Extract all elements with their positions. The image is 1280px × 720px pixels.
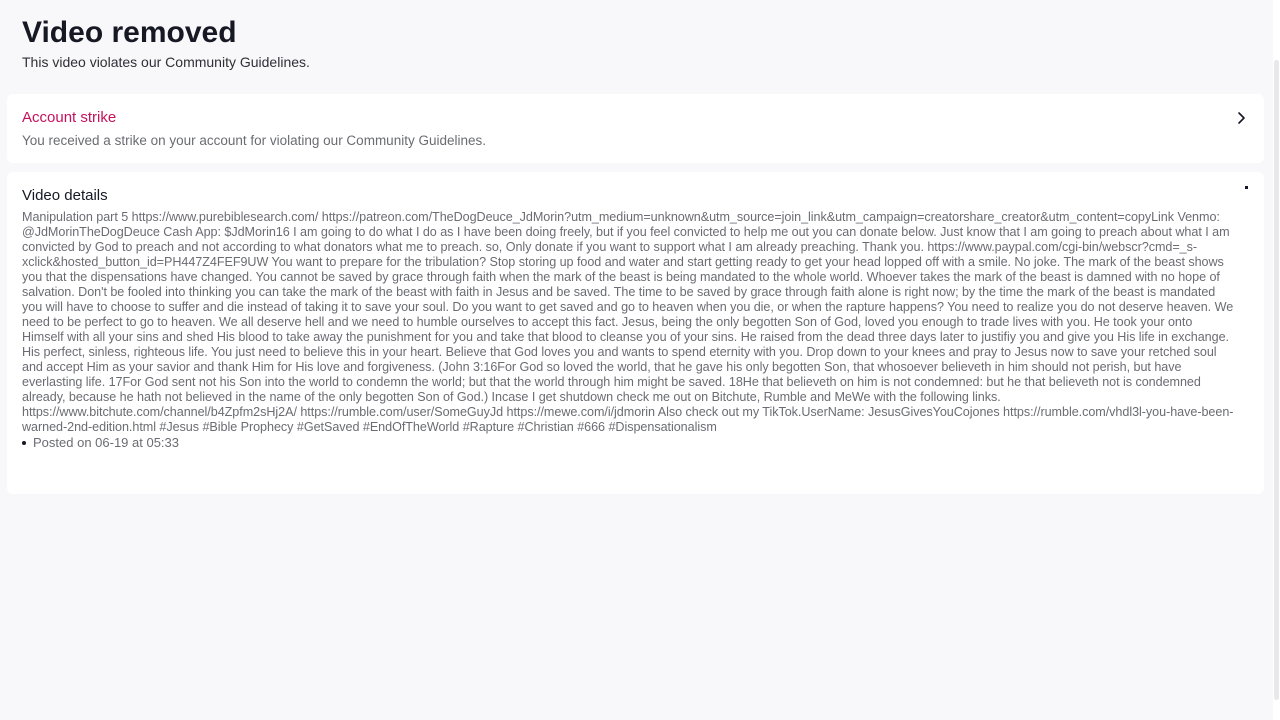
header [22, 14, 310, 71]
strike-title: Account strike [22, 109, 117, 126]
scrollbar[interactable] [1273, 0, 1280, 720]
video-details-card [7, 172, 1264, 494]
account-strike-card[interactable] [7, 94, 1264, 163]
video-details-title: Video details [22, 187, 108, 204]
video-description: Manipulation part 5 https://www.purebiblesearch.com/ https://patreon.com/TheDogDeuce_JdMorin?utm_medium=unknown&utm_source=join_link&utm_campaign=creatorshare_creator&utm_content=copyLink Venmo: @JdMorinTheDogDeuce Cash App: $JdMorin16 I am going to do what I do as I have been doing freely, but if you feel convicted to help me out you can donate below. Just know that I am going to preach about what I am convicted by God to preach and not according to what donators what me to preach. so, Only donate if you want to support what I am already preaching. Thank you. https://www.paypal.com/cgi-bin/webscr?cmd=_s-xclick&hosted_button_id=PH447Z4FEF9UW You want to prepare for the tribulation? Stop storing up food and water and start getting ready to get your head lopped off with a smile. No joke. The mark of the beast shows you that the dispensations have changed. You cannot be saved by grace through faith when the mark of the beast is being mandated to the whole world. Whoever takes the mark of the beast is damned with no hope of salvation. Don't be fooled into thinking you can take the mark of the beast with faith in Jesus and be saved. The time to be saved by grace through faith alone is right now; by the time the mark of the beast is mandated you will have to choose to suffer and die instead of taking it to save your soul. Do you want to get saved and go to heaven when you die, or when the rapture happens? You need to realize you do not deserve heaven. We need to be perfect to go to heaven. We all deserve hell and we need to humble ourselves to accept this fact. Jesus, being the only begotten Son of God, loved you enough to trade lives with you. He took your onto Himself with all your sins and shed His blood to take away the punishment for you and take that blood to cleanse you of your sins. He raised from the dead three days later to justifiy you and give you His life in exchange. His perfect, sinless, righteous life. You just need to believe this in your heart. Believe that God loves you and wants to spend eternity with you. Drop down to your knees and pray to Jesus now to save your retched soul and accept Him as your savior and thank Him for His love and forgiveness. (John 3:16For God so loved the world, that he gave his only begotten Son, that whosoever believeth in him should not perish, but have everlasting life. 17For God sent not his Son into the world to condemn the world; but that the world through him might be saved. 18He that believeth on him is not condemned: but he that believeth not is condemned already, because he hath not believed in the name of the only begotten Son of God.) Incase I get shutdown check me out on Bitchute, Rumble and MeWe with the following links. https://www.bitchute.com/channel/b4Zpfm2sHj2A/ https://rumble.com/user/SomeGuyJd https://mewe.com/i/jdmorin Also check out my TikTok.UserName: JesusGivesYouCojones https://rumble.com/vhdl3l-you-have-been-warned-2nd-edition.html #Jesus #Bible Prophecy #GetSaved #EndOfTheWorld #Rapture #Christian #666 #Dispensationalism [22, 210, 1234, 434]
page-subtitle: This video violates our Community Guidelines. [22, 54, 310, 70]
strike-description: You received a strike on your account for violating our Community Guidelines. [22, 133, 486, 148]
posted-date [22, 435, 1249, 450]
chevron-right-icon[interactable] [1234, 111, 1248, 125]
page-title: Video removed [22, 16, 237, 49]
scrollbar-thumb[interactable] [1274, 60, 1279, 700]
posted-text: Posted on 06-19 at 05:33 [33, 435, 180, 450]
more-vertical-icon[interactable] [1245, 186, 1249, 246]
bullet-icon [22, 441, 26, 445]
